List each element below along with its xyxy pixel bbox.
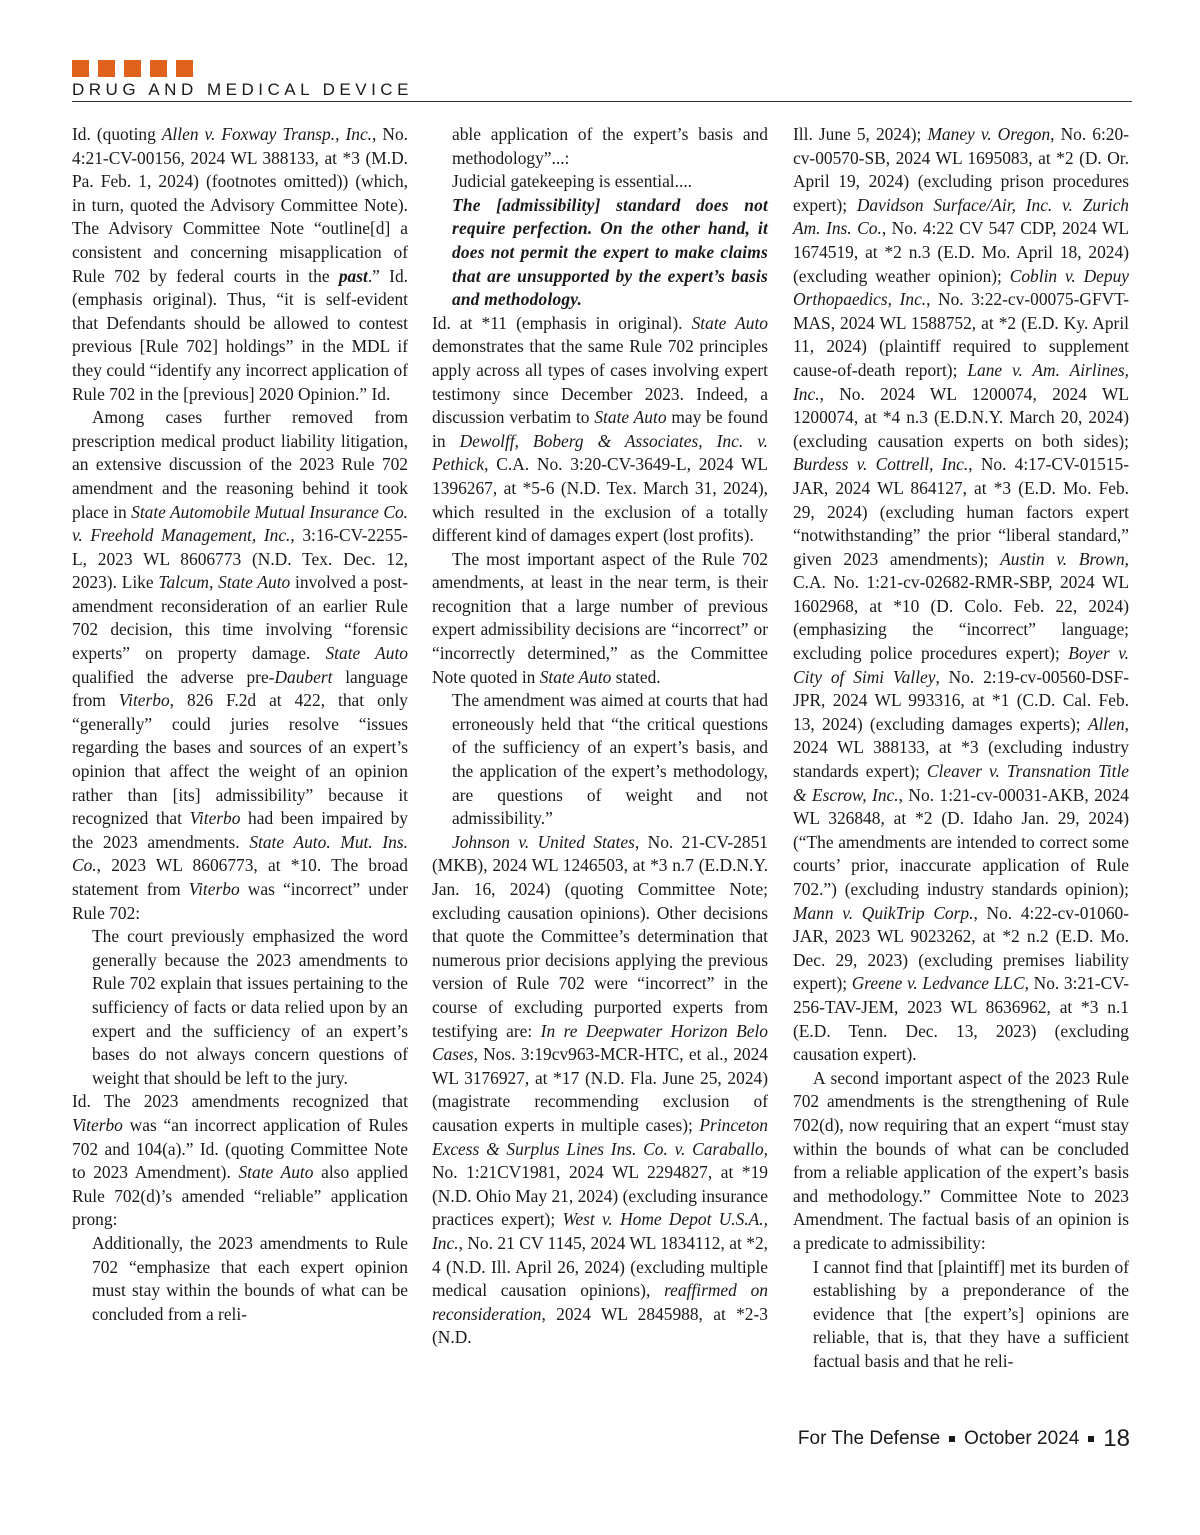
page-number: 18 <box>1103 1425 1130 1452</box>
accent-square <box>150 60 167 77</box>
body-paragraph: The most important aspect of the Rule 702 amendments, at least in the near term, is their recognition that a large number of previous expert admissibility decisions are “incorrect” or “incorrectly determined,” as the Committee Note quoted in State Auto stated. <box>432 548 768 687</box>
body-paragraph: A second important aspect of the 2023 Rule 702 amendments is the strengthening of Rule 702(d), now requiring that an expert “must stay within the bounds of what can be concluded from a reliable application of the expert’s basis and methodology.” Committee Note to 2023 Amendment. The factual basis of an opinion is a predicate to admissibility: <box>793 1067 1129 1253</box>
text-column-2 <box>432 123 768 1350</box>
block-quote: able application of the expert’s basis and methodology”...: <box>452 124 768 168</box>
header-rule <box>72 101 1132 102</box>
block-quote: Judicial gatekeeping is essential.... <box>452 171 693 192</box>
body-paragraph: Id. The 2023 amendments recognized that Viterbo was “an incorrect application of Rules 702 and 104(a).” Id. (quoting Committee Note to 2023 Amendment). State Auto also applied Rule 702(d)’s amended “reliable” application prong: <box>72 1091 408 1230</box>
accent-square <box>124 60 141 77</box>
separator-bullet <box>949 1436 955 1442</box>
text-column-1 <box>72 123 408 1326</box>
issue-date: October 2024 <box>964 1428 1080 1449</box>
section-accent-squares <box>72 60 193 77</box>
block-quote: The amendment was aimed at courts that had erroneously held that “the critical questions of the sufficiency of an expert’s basis, and the application of the expert’s methodology, are questions of weight and not admissibility.” <box>452 690 768 829</box>
body-paragraph: Ill. June 5, 2024); Maney v. Oregon, No. 6:20-cv-00570-SB, 2024 WL 1695083, at *2 (D. Or. April 19, 2024) (excluding prison procedures expert); Davidson Surface/Air, Inc. v. Zurich Am. Ins. Co., No. 4:22 CV 547 CDP, 2024 WL 1674519, at *2 n.3 (E.D. Mo. April 18, 2024) (excluding weather opinion); Coblin v. Depuy Orthopaedics, Inc., No. 3:22-cv-00075-GFVT-MAS, 2024 WL 1588752, at *2 (E.D. Ky. April 11, 2024) (plaintiff required to supplement cause-of-death report); Lane v. Am. Airlines, Inc., No. 2024 WL 1200074, 2024 WL 1200074, at *4 n.3 (E.D.N.Y. March 20, 2024) (excluding causation experts on both sides); Burdess v. Cottrell, Inc., No. 4:17-CV-01515-JAR, 2024 WL 864127, at *3 (E.D. Mo. Feb. 29, 2024) (excluding human factors expert “notwithstanding” the prior “liberal standard,” given 2023 amendments); Austin v. Brown, C.A. No. 1:21-cv-02682-RMR-SBP, 2024 WL 1602968, at *10 (D. Colo. Feb. 22, 2024) (emphasizing the “incorrect” language; excluding police procedures expert); Boyer v. City of Simi Valley, No. 2:19-cv-00560-DSF-JPR, 2024 WL 993316, at *1 (C.D. Cal. Feb. 13, 2024) (excluding damages experts); Allen, 2024 WL 388133, at *3 (excluding industry standards expert); Cleaver v. Transnation Title & Escrow, Inc., No. 1:21-cv-00031-AKB, 2024 WL 326848, at *2 (D. Idaho Jan. 29, 2024) (“The amendments are intended to correct some courts’ prior, inaccurate application of Rule 702.”) (excluding industry standards opinion); Mann v. QuikTrip Corp., No. 4:22-cv-01060-JAR, 2023 WL 9023262, at *2 n.2 (E.D. Mo. Dec. 29, 2023) (excluding premises liability expert); Greene v. Ledvance LLC, No. 3:21-CV-256-TAV-JEM, 2023 WL 8636962, at *3 n.1 (E.D. Tenn. Dec. 13, 2023) (excluding causation expert). <box>793 124 1130 1065</box>
block-quote: The court previously emphasized the word generally because the 2023 amendments to Rule 702 explain that issues pertaining to the sufficiency of facts or data relied upon by an expert and the sufficiency of an expert’s bases do not always concern questions of weight that should be left to the jury. <box>92 926 408 1088</box>
accent-square <box>176 60 193 77</box>
emphasized-block-quote: The [admissibility] standard does not require perfection. On the other hand, it does not permit the expert to make claims that are unsupported by the expert’s basis and methodology. <box>452 194 768 310</box>
page-footer <box>798 1425 1130 1453</box>
publication-name: For The Defense <box>797 1428 941 1449</box>
body-paragraph: Johnson v. United States, No. 21-CV-2851 (MKB), 2024 WL 1246503, at *3 n.7 (E.D.N.Y. Jan. 16, 2024) (quoting Committee Note; excluding causation opinions). Other decisions that quote the Committee’s determination that numerous prior decisions applying the previous version of Rule 702 were “incorrect” in the course of excluding purported experts from testifying are: In re Deepwater Horizon Belo Cases, Nos. 3:19cv963-MCR-HTC, et al., 2024 WL 3176927, at *17 (N.D. Fla. June 25, 2024) (magistrate recommending exclusion of causation experts in multiple cases); Princeton Excess & Surplus Lines Ins. Co. v. Caraballo, No. 1:21CV1981, 2024 WL 2294827, at *19 (N.D. Ohio May 21, 2024) (excluding insurance practices expert); West v. Home Depot U.S.A., Inc., No. 21 CV 1145, 2024 WL 1834112, at *2, 4 (N.D. Ill. April 26, 2024) (excluding multiple medical causation opinions), reaffirmed on reconsideration, 2024 WL 2845988, at *2-3 (N.D. <box>432 831 769 1348</box>
accent-square <box>98 60 115 77</box>
section-title: DRUG AND MEDICAL DEVICE <box>72 80 413 99</box>
text-column-3 <box>793 123 1129 1373</box>
accent-square <box>72 60 89 77</box>
block-quote: I cannot find that [plaintiff] met its burden of establishing by a preponderance of the evidence that [the expert’s] opinions are reliable, that is, that they have a sufficient factual basis and that he reli- <box>813 1256 1129 1371</box>
block-quote: Additionally, the 2023 amendments to Rule 702 “emphasize that each expert opinion must stay within the bounds of what can be concluded from a reli- <box>92 1232 408 1324</box>
body-paragraph: Id. (quoting Allen v. Foxway Transp., Inc., No. 4:21-CV-00156, 2024 WL 388133, at *3 (M.D. Pa. Feb. 1, 2024) (footnotes omitted)) (which, in turn, quoted the Advisory Committee Note). The Advisory Committee Note “outline[d] a consistent and concerning misapplication of Rule 702 by federal courts in the past.” Id. (emphasis original). Thus, “it is self-evident that Defendants should be allowed to contest previous [Rule 702] holdings” in the MDL if they could “identify any incorrect application of Rule 702 in the [previous] 2020 Opinion.” Id. <box>72 124 409 404</box>
body-paragraph: Id. at *11 (emphasis in original). State Auto demonstrates that the same Rule 702 principles apply across all types of cases involving expert testimony since December 2023. Indeed, a discussion verbatim to State Auto may be found in Dewolff, Boberg & Associates, Inc. v. Pethick, C.A. No. 3:20-CV-3649-L, 2024 WL 1396267, at *5-6 (N.D. Tex. March 31, 2024), which resulted in the exclusion of a totally different kind of damages expert (lost profits). <box>432 312 768 546</box>
body-paragraph: Among cases further removed from prescription medical product liability litigation, an extensive discussion of the 2023 Rule 702 amendment and the reasoning behind it took place in State Automobile Mutual Insurance Co. v. Freehold Management, Inc., 3:16-CV-2255-L, 2023 WL 8606773 (N.D. Tex. Dec. 12, 2023). Like Talcum, State Auto involved a post-amendment reconsideration of an earlier Rule 702 decision, this time involving “forensic experts” on property damage. State Auto qualified the adverse pre-Daubert language from Viterbo, 826 F.2d at 422, that only “generally” could juries resolve “issues regarding the bases and sources of an expert’s opinion that affect the weight of an opinion rather than [its] admissibility” because it recognized that Viterbo had been impaired by the 2023 amendments. State Auto. Mut. Ins. Co., 2023 WL 8606773, at *10. The broad statement from Viterbo was “incorrect” under Rule 702: <box>72 407 409 923</box>
separator-bullet <box>1088 1436 1094 1442</box>
